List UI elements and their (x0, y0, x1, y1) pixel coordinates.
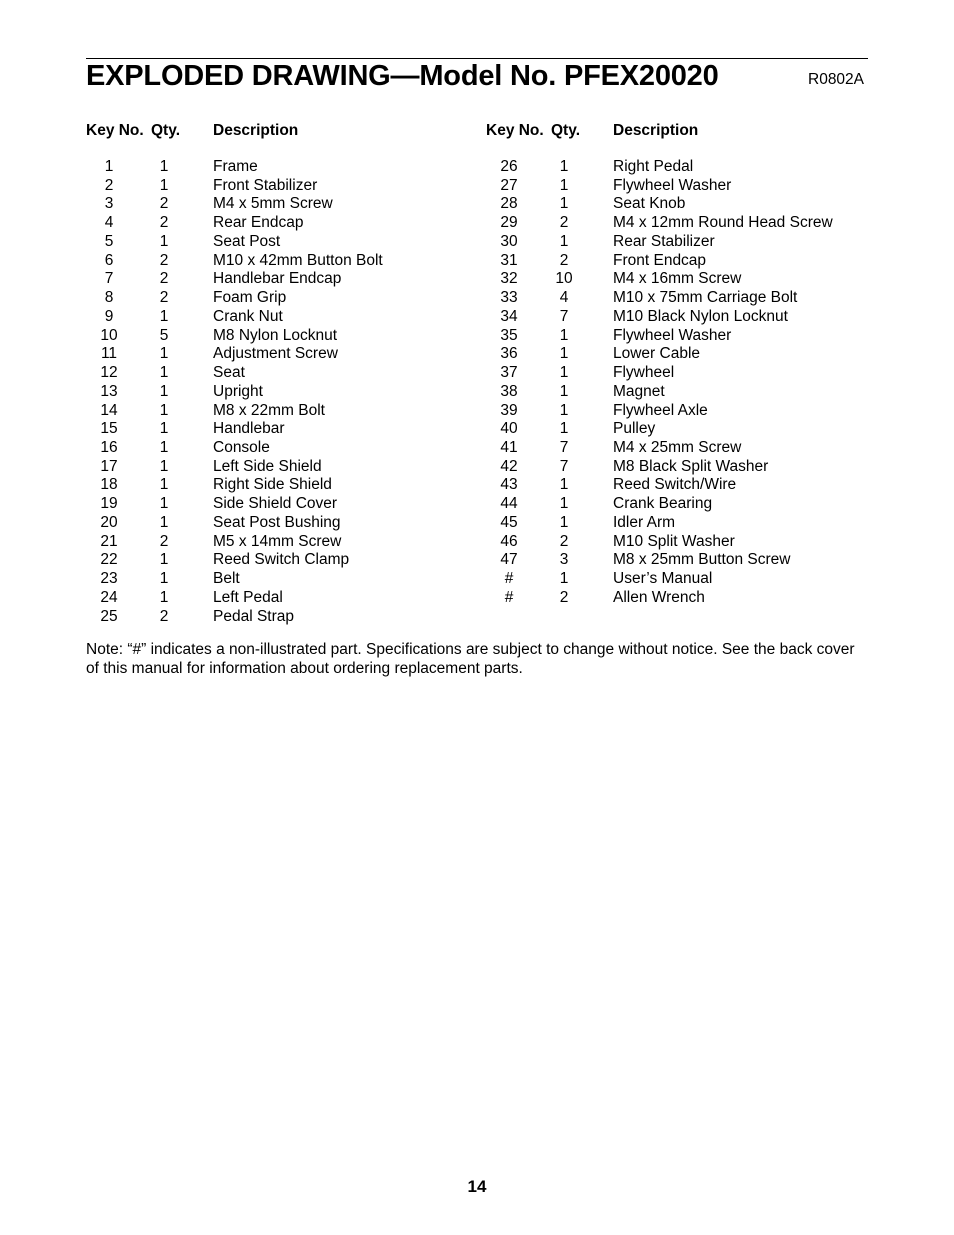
part-quantity: 1 (159, 439, 169, 457)
part-key-number: 47 (500, 551, 518, 569)
part-row (86, 514, 466, 533)
part-description: Left Pedal (213, 588, 283, 606)
part-quantity: 1 (159, 307, 169, 325)
part-row (486, 158, 866, 177)
part-description: Idler Arm (613, 513, 676, 531)
part-quantity: 1 (159, 382, 169, 400)
page-title: EXPLODED DRAWING—Model No. PFEX20020 (86, 60, 719, 92)
part-description: Frame (213, 158, 258, 175)
part-key-number: # (504, 570, 514, 588)
part-key-number: 9 (104, 307, 114, 325)
part-row (486, 327, 866, 346)
part-row (86, 551, 466, 570)
part-description: M8 Black Split Washer (613, 457, 769, 475)
part-description: Allen Wrench (613, 588, 705, 606)
part-quantity: 1 (559, 176, 569, 194)
part-description: Flywheel (613, 364, 675, 382)
part-row (486, 551, 866, 570)
part-row (486, 495, 866, 514)
part-description: M8 x 22mm Bolt (213, 401, 325, 419)
part-quantity: 1 (559, 158, 569, 175)
note-text: Note: “#” indicates a non-illustrated part. Specifications are subject to change without notice. See the back cover of this manual for information about ordering replacement parts. (86, 641, 855, 677)
part-quantity: 2 (159, 532, 169, 550)
part-row (86, 308, 466, 327)
part-key-number: 19 (100, 495, 118, 513)
part-quantity: 1 (159, 551, 169, 569)
part-row (86, 252, 466, 271)
part-quantity: 1 (159, 401, 169, 419)
part-key-number: 45 (500, 513, 518, 531)
part-row (86, 589, 466, 608)
part-key-number: 20 (100, 513, 118, 531)
part-quantity: 2 (559, 251, 569, 269)
part-description: Rear Stabilizer (613, 232, 715, 250)
part-quantity: 3 (559, 551, 569, 569)
part-quantity: 1 (159, 513, 169, 531)
part-row (86, 158, 466, 177)
part-key-number: 22 (100, 551, 118, 569)
part-key-number: 4 (104, 214, 114, 232)
part-row (486, 402, 866, 421)
part-key-number: 30 (500, 232, 518, 250)
part-row (486, 289, 866, 308)
part-quantity: 7 (559, 457, 569, 475)
key-no-header: Key No. (486, 122, 544, 139)
part-quantity: 1 (559, 476, 569, 494)
part-key-number: 32 (500, 270, 518, 288)
part-row (486, 177, 866, 196)
part-key-number: 27 (500, 176, 518, 194)
part-description: M8 Nylon Locknut (213, 326, 338, 344)
part-quantity: 1 (159, 158, 169, 175)
part-description: Pedal Strap (213, 607, 294, 625)
part-key-number: 46 (500, 532, 518, 550)
part-description: M4 x 16mm Screw (613, 270, 742, 288)
part-quantity: 2 (159, 251, 169, 269)
part-row (486, 589, 866, 608)
part-quantity: 1 (159, 476, 169, 494)
parts-rows (486, 158, 866, 608)
part-description: M5 x 14mm Screw (213, 532, 342, 550)
part-description: Adjustment Screw (213, 345, 338, 363)
parts-list-right (486, 122, 866, 608)
part-quantity: 7 (559, 439, 569, 457)
part-row (486, 476, 866, 495)
part-quantity: 1 (559, 513, 569, 531)
part-row (486, 345, 866, 364)
part-row (486, 364, 866, 383)
part-row (86, 533, 466, 552)
part-description: Right Side Shield (213, 476, 332, 494)
part-key-number: 31 (500, 251, 518, 269)
part-key-number: 11 (100, 345, 118, 363)
part-quantity: 2 (159, 607, 169, 625)
part-description: Rear Endcap (213, 214, 304, 232)
part-description: Seat (213, 364, 245, 382)
part-row (486, 570, 866, 589)
part-key-number: 6 (104, 251, 114, 269)
part-row (86, 420, 466, 439)
part-key-number: 15 (100, 420, 118, 438)
qty-header: Qty. (151, 122, 180, 139)
part-row (486, 458, 866, 477)
document-code: R0802A (808, 71, 865, 88)
parts-list-left (86, 122, 466, 626)
part-row (86, 177, 466, 196)
part-key-number: 21 (100, 532, 118, 550)
part-quantity: 1 (159, 232, 169, 250)
part-key-number: 43 (500, 476, 518, 494)
part-quantity: 7 (559, 307, 569, 325)
part-quantity: 1 (559, 420, 569, 438)
part-description: M8 x 25mm Button Screw (613, 551, 791, 569)
part-key-number: 42 (500, 457, 518, 475)
part-key-number: 28 (500, 195, 518, 213)
part-description: Side Shield Cover (213, 495, 338, 513)
part-key-number: 10 (100, 326, 118, 344)
part-quantity: 2 (159, 195, 169, 213)
part-row (86, 327, 466, 346)
part-row (486, 533, 866, 552)
part-quantity: 1 (159, 495, 169, 513)
part-key-number: 26 (500, 158, 518, 175)
part-quantity: 1 (159, 570, 169, 588)
parts-list-header (486, 122, 866, 141)
part-description: Magnet (613, 382, 665, 400)
part-key-number: # (504, 588, 514, 606)
part-key-number: 44 (500, 495, 518, 513)
part-description: Front Endcap (613, 251, 707, 269)
part-description: Seat Knob (613, 195, 686, 213)
part-description: M4 x 5mm Screw (213, 195, 333, 213)
part-key-number: 16 (100, 439, 118, 457)
header-rule (86, 58, 868, 59)
part-key-number: 5 (104, 232, 114, 250)
part-row (486, 383, 866, 402)
parts-list-header (86, 122, 466, 141)
part-key-number: 39 (500, 401, 518, 419)
part-key-number: 24 (100, 588, 118, 606)
part-quantity: 1 (159, 420, 169, 438)
part-row (86, 289, 466, 308)
part-row (86, 402, 466, 421)
part-quantity: 2 (159, 270, 169, 288)
part-description: Lower Cable (613, 345, 701, 363)
part-description: M10 Split Washer (613, 532, 735, 550)
part-key-number: 37 (500, 364, 518, 382)
part-key-number: 12 (100, 364, 118, 382)
part-quantity: 1 (559, 232, 569, 250)
part-description: Seat Post (213, 232, 281, 250)
part-description: Pulley (613, 420, 656, 438)
part-description: M10 x 42mm Button Bolt (213, 251, 383, 269)
part-row (86, 439, 466, 458)
part-row (86, 495, 466, 514)
part-row (86, 383, 466, 402)
part-row (486, 195, 866, 214)
part-description: M4 x 25mm Screw (613, 439, 742, 457)
part-quantity: 1 (159, 588, 169, 606)
part-description: Upright (213, 382, 263, 400)
part-row (86, 364, 466, 383)
part-key-number: 7 (104, 270, 114, 288)
part-key-number: 34 (500, 307, 518, 325)
part-key-number: 8 (104, 289, 114, 307)
part-description: Seat Post Bushing (213, 513, 341, 531)
part-quantity: 1 (559, 326, 569, 344)
part-quantity: 1 (559, 345, 569, 363)
part-key-number: 38 (500, 382, 518, 400)
part-quantity: 1 (559, 495, 569, 513)
part-quantity: 1 (159, 345, 169, 363)
part-key-number: 23 (100, 570, 118, 588)
part-quantity: 1 (559, 401, 569, 419)
description-header: Description (213, 122, 299, 139)
part-quantity: 10 (555, 270, 573, 288)
part-quantity: 2 (559, 214, 569, 232)
part-key-number: 29 (500, 214, 518, 232)
part-key-number: 18 (100, 476, 118, 494)
part-key-number: 36 (500, 345, 518, 363)
page-number: 14 (467, 1177, 487, 1196)
part-row (86, 233, 466, 252)
part-row (86, 195, 466, 214)
part-quantity: 1 (559, 382, 569, 400)
part-key-number: 41 (500, 439, 518, 457)
part-key-number: 33 (500, 289, 518, 307)
part-description: M4 x 12mm Round Head Screw (613, 214, 833, 232)
part-key-number: 1 (104, 158, 114, 175)
part-row (86, 214, 466, 233)
part-description: Crank Nut (213, 307, 283, 325)
part-row (86, 570, 466, 589)
part-row (86, 476, 466, 495)
part-row (86, 345, 466, 364)
part-description: Belt (213, 570, 240, 588)
part-description: Handlebar Endcap (213, 270, 342, 288)
part-description: Flywheel Washer (613, 176, 732, 194)
part-quantity: 1 (159, 364, 169, 382)
part-quantity: 1 (559, 195, 569, 213)
part-quantity: 4 (559, 289, 569, 307)
part-key-number: 13 (100, 382, 118, 400)
key-no-header: Key No. (86, 122, 144, 139)
part-row (486, 420, 866, 439)
part-key-number: 3 (104, 195, 114, 213)
part-description: M10 x 75mm Carriage Bolt (613, 289, 798, 307)
part-row (486, 233, 866, 252)
part-key-number: 17 (100, 457, 118, 475)
part-row (86, 270, 466, 289)
part-description: Reed Switch/Wire (613, 476, 737, 494)
part-description: Flywheel Washer (613, 326, 732, 344)
part-description: Left Side Shield (213, 457, 322, 475)
part-key-number: 40 (500, 420, 518, 438)
part-description: Flywheel Axle (613, 401, 708, 419)
description-header: Description (613, 122, 699, 139)
part-quantity: 2 (559, 588, 569, 606)
part-key-number: 2 (104, 176, 114, 194)
part-description: M10 Black Nylon Locknut (613, 307, 788, 325)
part-row (486, 252, 866, 271)
part-row (486, 439, 866, 458)
part-description: Crank Bearing (613, 495, 713, 513)
part-quantity: 2 (159, 289, 169, 307)
part-row (486, 308, 866, 327)
part-key-number: 25 (100, 607, 118, 625)
part-quantity: 5 (159, 326, 169, 344)
part-description: Front Stabilizer (213, 176, 318, 194)
part-quantity: 1 (559, 364, 569, 382)
part-description: Handlebar (213, 420, 285, 438)
part-key-number: 14 (100, 401, 118, 419)
part-key-number: 35 (500, 326, 518, 344)
part-row (486, 214, 866, 233)
part-quantity: 1 (559, 570, 569, 588)
part-quantity: 2 (159, 214, 169, 232)
part-row (86, 608, 466, 627)
qty-header: Qty. (551, 122, 580, 139)
part-row (486, 514, 866, 533)
part-quantity: 1 (159, 457, 169, 475)
part-row (86, 458, 466, 477)
part-quantity: 1 (159, 176, 169, 194)
part-description: User’s Manual (613, 570, 713, 588)
part-row (486, 270, 866, 289)
part-description: Right Pedal (613, 158, 694, 175)
part-description: Foam Grip (213, 289, 287, 307)
part-quantity: 2 (559, 532, 569, 550)
part-description: Reed Switch Clamp (213, 551, 350, 569)
parts-rows (86, 158, 466, 626)
part-description: Console (213, 439, 270, 457)
